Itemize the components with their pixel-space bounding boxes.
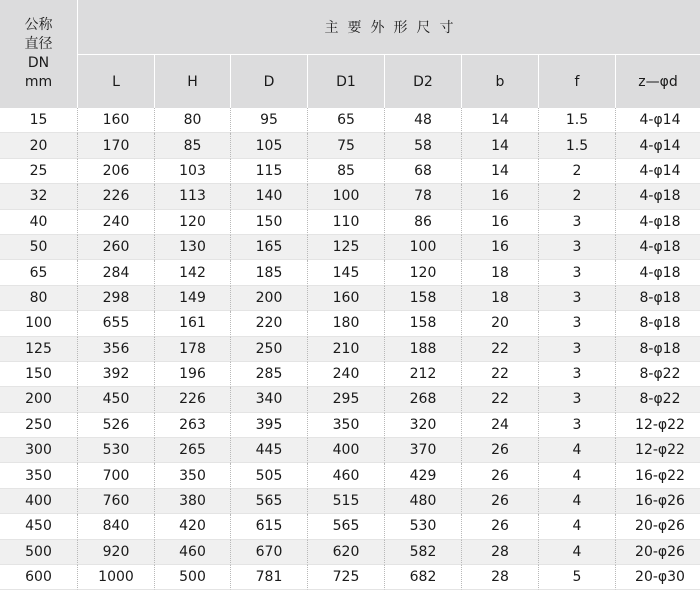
table-cell-l: 526 [77,413,154,438]
table-cell-l: 284 [77,260,154,285]
table-cell-h: 80 [154,108,230,133]
table-cell-f: 3 [538,337,615,362]
table-cell-f: 2 [538,184,615,209]
table-cell-d2: 120 [384,260,461,285]
table-cell-d1: 100 [307,184,384,209]
table-cell-d2: 320 [384,413,461,438]
table-cell-d1: 725 [307,565,384,590]
table-cell-b: 14 [461,133,538,158]
table-cell-h: 500 [154,565,230,590]
table-cell-d: 670 [230,540,307,565]
table-cell-dn: 65 [0,260,77,285]
table-cell-d2: 370 [384,438,461,463]
header-col-f: f [538,55,615,108]
table-cell-b: 16 [461,235,538,260]
table-cell-b: 26 [461,514,538,539]
table-cell-d2: 582 [384,540,461,565]
table-cell-f: 3 [538,413,615,438]
table-cell-f: 3 [538,311,615,336]
table-cell-b: 24 [461,413,538,438]
table-cell-dn: 400 [0,489,77,514]
table-cell-bolt: 4-φ14 [615,108,700,133]
table-cell-l: 206 [77,159,154,184]
table-cell-l: 160 [77,108,154,133]
table-cell-b: 18 [461,260,538,285]
table-cell-l: 226 [77,184,154,209]
table-cell-d1: 515 [307,489,384,514]
table-cell-dn: 40 [0,210,77,235]
table-cell-b: 16 [461,210,538,235]
table-cell-bolt: 4-φ14 [615,159,700,184]
table-cell-f: 3 [538,210,615,235]
table-cell-d2: 188 [384,337,461,362]
table-cell-dn: 300 [0,438,77,463]
table-cell-d: 95 [230,108,307,133]
table-cell-d: 185 [230,260,307,285]
table-cell-d1: 295 [307,387,384,412]
table-cell-bolt: 8-φ22 [615,387,700,412]
table-cell-bolt: 4-φ14 [615,133,700,158]
table-cell-h: 380 [154,489,230,514]
table-cell-b: 22 [461,387,538,412]
table-cell-dn: 80 [0,286,77,311]
table-cell-h: 85 [154,133,230,158]
table-cell-dn: 15 [0,108,77,133]
table-cell-l: 170 [77,133,154,158]
table-cell-bolt: 8-φ18 [615,337,700,362]
table-cell-dn: 600 [0,565,77,590]
table-cell-b: 28 [461,540,538,565]
table-cell-f: 4 [538,540,615,565]
table-cell-bolt: 20-φ30 [615,565,700,590]
table-cell-b: 20 [461,311,538,336]
table-cell-d1: 85 [307,159,384,184]
table-cell-f: 4 [538,514,615,539]
table-cell-l: 920 [77,540,154,565]
table-cell-d: 395 [230,413,307,438]
header-main-dimensions: 主要外形尺寸 [77,0,700,55]
header-col-d2: D2 [384,55,461,108]
table-cell-h: 420 [154,514,230,539]
table-cell-d2: 48 [384,108,461,133]
table-cell-d1: 350 [307,413,384,438]
table-cell-d2: 212 [384,362,461,387]
table-cell-l: 700 [77,463,154,488]
table-cell-b: 26 [461,463,538,488]
table-cell-l: 655 [77,311,154,336]
table-cell-b: 26 [461,438,538,463]
header-nominal-line-1: 公称 [24,17,53,33]
table-cell-d2: 682 [384,565,461,590]
table-cell-bolt: 20-φ26 [615,540,700,565]
table-cell-bolt: 8-φ18 [615,286,700,311]
header-nominal-line-2: 直径 [24,36,53,52]
table-cell-h: 460 [154,540,230,565]
table-cell-d2: 158 [384,311,461,336]
table-cell-h: 120 [154,210,230,235]
table-cell-b: 22 [461,362,538,387]
table-cell-d1: 145 [307,260,384,285]
table-cell-d: 220 [230,311,307,336]
table-cell-b: 22 [461,337,538,362]
table-cell-d: 340 [230,387,307,412]
table-cell-dn: 20 [0,133,77,158]
table-cell-d: 285 [230,362,307,387]
table-cell-d: 140 [230,184,307,209]
header-col-d1: D1 [307,55,384,108]
table-cell-d: 505 [230,463,307,488]
table-cell-d2: 78 [384,184,461,209]
table-cell-dn: 250 [0,413,77,438]
table-cell-h: 103 [154,159,230,184]
table-cell-dn: 350 [0,463,77,488]
table-cell-dn: 25 [0,159,77,184]
table-cell-d2: 480 [384,489,461,514]
table-cell-d: 105 [230,133,307,158]
table-cell-bolt: 4-φ18 [615,184,700,209]
table-cell-l: 298 [77,286,154,311]
table-cell-d: 781 [230,565,307,590]
table-cell-h: 149 [154,286,230,311]
table-cell-f: 3 [538,286,615,311]
table-cell-l: 260 [77,235,154,260]
table-cell-d: 445 [230,438,307,463]
table-cell-dn: 450 [0,514,77,539]
table-cell-b: 14 [461,108,538,133]
table-cell-f: 1.5 [538,108,615,133]
table-cell-d1: 110 [307,210,384,235]
table-cell-d: 565 [230,489,307,514]
table-cell-l: 530 [77,438,154,463]
table-cell-bolt: 8-φ22 [615,362,700,387]
table-cell-h: 130 [154,235,230,260]
table-cell-bolt: 4-φ18 [615,235,700,260]
table-cell-l: 356 [77,337,154,362]
table-cell-bolt: 20-φ26 [615,514,700,539]
table-cell-dn: 200 [0,387,77,412]
table-cell-h: 161 [154,311,230,336]
table-cell-d: 250 [230,337,307,362]
table-cell-d2: 530 [384,514,461,539]
header-col-h: H [154,55,230,108]
table-cell-b: 16 [461,184,538,209]
table-cell-l: 392 [77,362,154,387]
table-cell-d2: 100 [384,235,461,260]
table-cell-b: 14 [461,159,538,184]
table-cell-d: 150 [230,210,307,235]
table-cell-d1: 565 [307,514,384,539]
table-cell-f: 4 [538,489,615,514]
table-cell-l: 760 [77,489,154,514]
table-cell-bolt: 4-φ18 [615,260,700,285]
table-cell-d2: 429 [384,463,461,488]
header-col-l: L [77,55,154,108]
table-cell-h: 263 [154,413,230,438]
table-cell-d1: 75 [307,133,384,158]
table-cell-dn: 50 [0,235,77,260]
table-cell-dn: 125 [0,337,77,362]
header-col-bolt-holes: z—φd [615,55,700,108]
header-nominal-line-4: mm [24,74,53,90]
table-cell-f: 3 [538,362,615,387]
table-cell-d1: 400 [307,438,384,463]
table-cell-dn: 500 [0,540,77,565]
table-cell-d: 115 [230,159,307,184]
table-cell-d1: 620 [307,540,384,565]
table-cell-dn: 32 [0,184,77,209]
table-cell-h: 350 [154,463,230,488]
table-cell-d1: 125 [307,235,384,260]
table-cell-d2: 58 [384,133,461,158]
table-cell-d1: 160 [307,286,384,311]
table-cell-b: 26 [461,489,538,514]
table-cell-d1: 460 [307,463,384,488]
table-cell-l: 240 [77,210,154,235]
table-cell-d2: 268 [384,387,461,412]
table-cell-f: 4 [538,463,615,488]
table-cell-dn: 150 [0,362,77,387]
table-cell-l: 1000 [77,565,154,590]
table-cell-d2: 158 [384,286,461,311]
table-cell-f: 4 [538,438,615,463]
table-cell-h: 226 [154,387,230,412]
table-cell-f: 5 [538,565,615,590]
table-cell-h: 142 [154,260,230,285]
header-nominal-line-3: DN [27,55,50,71]
table-cell-l: 450 [77,387,154,412]
table-cell-f: 2 [538,159,615,184]
table-cell-f: 1.5 [538,133,615,158]
table-cell-f: 3 [538,260,615,285]
table-cell-bolt: 12-φ22 [615,413,700,438]
table-cell-h: 178 [154,337,230,362]
header-col-d: D [230,55,307,108]
table-cell-dn: 100 [0,311,77,336]
table-cell-d: 615 [230,514,307,539]
table-cell-bolt: 8-φ18 [615,311,700,336]
table-cell-bolt: 16-φ26 [615,489,700,514]
table-cell-h: 113 [154,184,230,209]
table-cell-d1: 210 [307,337,384,362]
table-cell-bolt: 16-φ22 [615,463,700,488]
table-cell-d1: 65 [307,108,384,133]
table-cell-f: 3 [538,235,615,260]
table-cell-h: 265 [154,438,230,463]
table-cell-h: 196 [154,362,230,387]
header-col-b: b [461,55,538,108]
table-cell-d: 165 [230,235,307,260]
table-cell-d: 200 [230,286,307,311]
table-cell-d2: 68 [384,159,461,184]
header-nominal-diameter [0,0,77,108]
table-cell-b: 28 [461,565,538,590]
table-cell-f: 3 [538,387,615,412]
table-cell-l: 840 [77,514,154,539]
table-cell-bolt: 4-φ18 [615,210,700,235]
table-cell-b: 18 [461,286,538,311]
table-cell-d1: 240 [307,362,384,387]
table-cell-d1: 180 [307,311,384,336]
table-cell-d2: 86 [384,210,461,235]
table-cell-bolt: 12-φ22 [615,438,700,463]
